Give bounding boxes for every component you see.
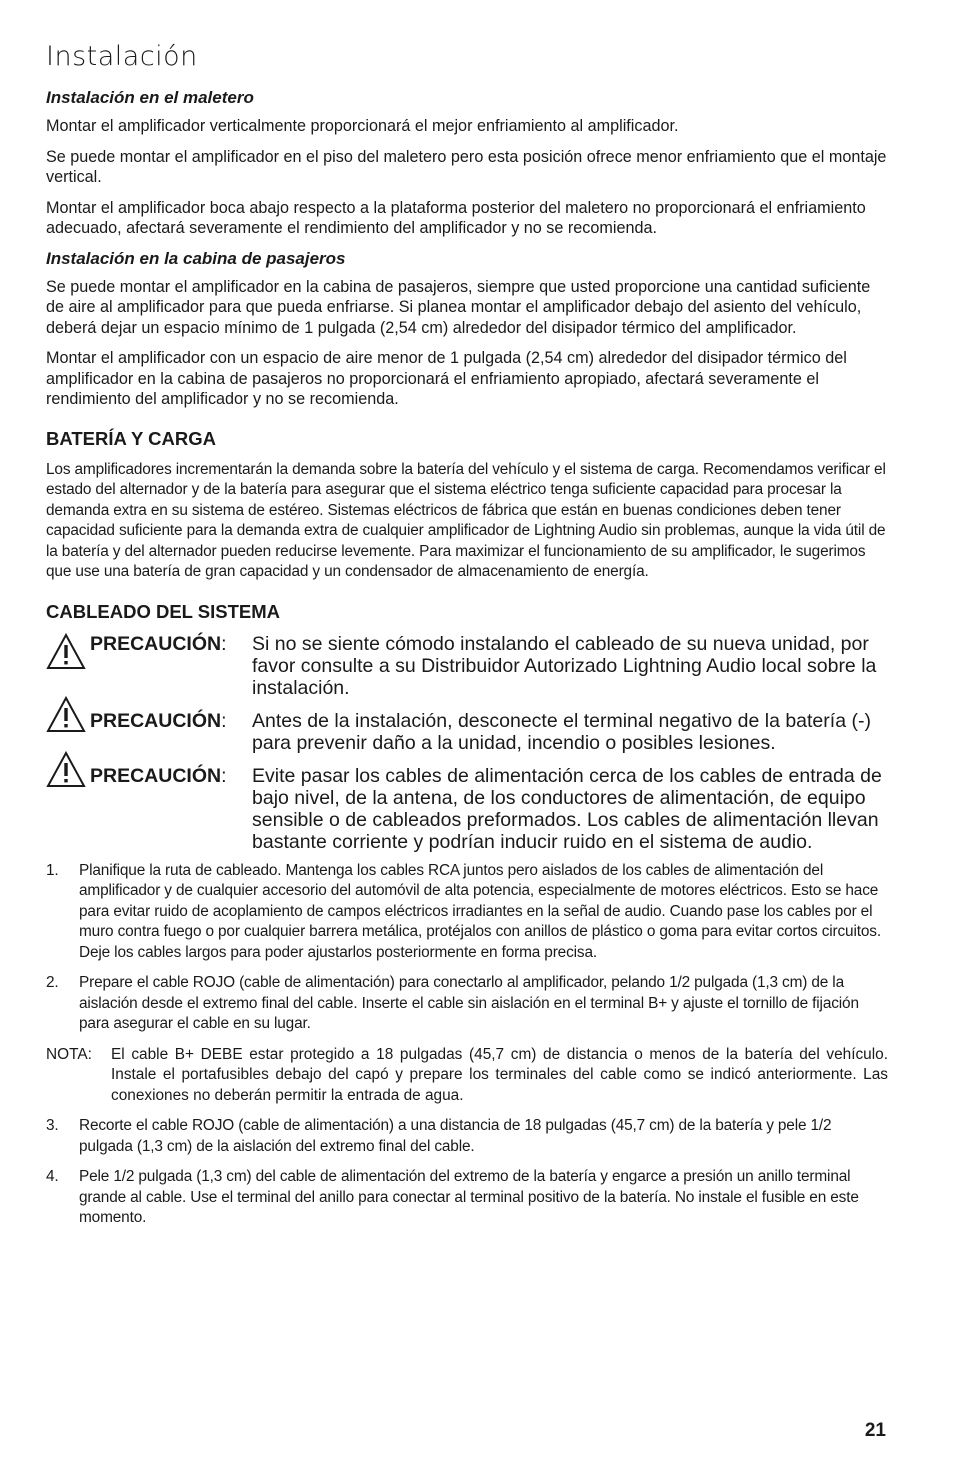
battery-paragraph: Los amplificadores incrementarán la demanda sobre la batería del vehículo y el sistema de carga. Recomendamos verificar el estado del alternador y de la batería para asegurar que el sistema eléctrico tenga suficiente capacidad para procesar la demanda extra en su sistema de estéreo. Sistemas eléctricos de fábrica que están en buenas condiciones deben tener capacidad suficiente para la demanda extra de cualquier amplificador de Lightning Audio sin problemas, aunque la vida útil de la batería y del alternador pueden reducirse levemente. Para maximizar el funcionamiento de su amplificador, le sugerimos que use una batería de gran capacidad y un condensador de almacenamiento de energía. bbox=[46, 460, 886, 580]
note-tag: NOTA: bbox=[46, 1045, 92, 1063]
warning-triangle-icon bbox=[46, 633, 86, 671]
note-block bbox=[46, 1045, 888, 1107]
note-text: El cable B+ DEBE estar protegido a 18 pulgadas (45,7 cm) de distancia o menos de la batería del vehículo. Instale el portafusibles debajo del capó y prepare los terminales del cable como se indicó anteriormente. Las conexiones no deberán permitir la entrada de agua. bbox=[111, 1045, 888, 1104]
caution-label: PRECAUCIÓN: bbox=[90, 764, 227, 787]
wiring-heading: CABLEADO DEL SISTEMA bbox=[46, 600, 281, 622]
page-title: Instalación bbox=[46, 41, 198, 72]
list-item bbox=[46, 973, 888, 1035]
caution-block bbox=[46, 765, 888, 853]
caution-label: PRECAUCIÓN: bbox=[90, 632, 227, 655]
step-text: Planifique la ruta de cableado. Mantenga los cables RCA juntos pero aislados de los cables de alimentación del amplificador y de cualquier accesorio del automóvil de alta potencia, especialmente de motores eléctricos. Esto se hace para evitar ruido de acoplamiento de campos eléctricos irradiantes en la señal de audio. Cuando pase los cables por el muro contra fuego o por cualquier barrera metálica, protéjalos con anillos de plástico o goma para evitar cortos circuitos. Deje los cables largos para poder ajustarlos posteriormente en forma precisa. bbox=[79, 861, 881, 961]
trunk-paragraph-1: Montar el amplificador verticalmente proporcionará el mejor enfriamiento al amplificador. bbox=[46, 117, 679, 135]
cabin-heading: Instalación en la cabina de pasajeros bbox=[46, 248, 346, 268]
caution-text: Si no se siente cómodo instalando el cableado de su nueva unidad, por favor consulte a su Distribuidor Autorizado Lightning Audio local sobre la instalación. bbox=[252, 632, 877, 699]
caution-label: PRECAUCIÓN: bbox=[90, 709, 227, 732]
step-text: Recorte el cable ROJO (cable de alimentación) a una distancia de 18 pulgadas (45,7 cm) de la batería y pele 1/2 pulgada (1,3 cm) de la aislación del extremo final del cable. bbox=[79, 1117, 832, 1155]
step-text: Pele 1/2 pulgada (1,3 cm) del cable de alimentación del extremo de la batería y engarce a presión un anillo terminal grande al cable. Use el terminal del anillo para conectar al terminal positivo de la batería. No instale el fusible en este momento. bbox=[79, 1168, 859, 1226]
step-text: Prepare el cable ROJO (cable de alimentación) para conectarlo al amplificador, pelando 1/2 pulgada (1,3 cm) de la aislación desde el extremo final del cable. Inserte el cable sin aislación en el terminal B+ y ajuste el tornillo de fijación para asegurar el cable en su lugar. bbox=[79, 974, 859, 1032]
wiring-steps-continued bbox=[46, 1116, 888, 1229]
caution-text: Antes de la instalación, desconecte el terminal negativo de la batería (-) para prevenir daño a la unidad, incendio o posibles lesiones. bbox=[252, 709, 871, 754]
cabin-paragraph-1: Se puede montar el amplificador en la cabina de pasajeros, siempre que usted proporcione una cantidad suficiente de aire al amplificador para que pueda enfriarse. Si planea montar el amplificador debajo del asiento del vehículo, deberá dejar un espacio mínimo de 1 pulgada (2,54 cm) alrededor del disipador térmico del amplificador. bbox=[46, 277, 871, 337]
list-item bbox=[46, 1167, 888, 1229]
caution-text: Evite pasar los cables de alimentación cerca de los cables de entrada de bajo nivel, de la antena, de los conductores de alimentación, de equipo sensible o de cableados preformados. Los cables de alimentación llevan bastante corriente y podrían inducir ruido en el sistema de audio. bbox=[252, 764, 882, 853]
manual-page bbox=[46, 40, 888, 1239]
warning-triangle-icon bbox=[46, 696, 86, 734]
battery-heading: BATERÍA Y CARGA bbox=[46, 427, 216, 449]
cabin-paragraph-2: Montar el amplificador con un espacio de aire menor de 1 pulgada (2,54 cm) alrededor del disipador térmico del amplificador en la cabina de pasajeros no proporcionará el enfriamiento apropiado, afectará severamente el rendimiento del amplificador y no se recomienda. bbox=[46, 349, 847, 408]
step-number: 2. bbox=[46, 974, 59, 991]
step-number: 1. bbox=[46, 861, 59, 879]
step-number: 3. bbox=[46, 1117, 59, 1134]
trunk-paragraph-3: Montar el amplificador boca abajo respecto a la plataforma posterior del maletero no proporcionará el enfriamiento adecuado, afectará severamente el rendimiento del amplificador y no se recomienda. bbox=[46, 198, 866, 237]
trunk-heading: Instalación en el maletero bbox=[46, 88, 254, 107]
step-number: 4. bbox=[46, 1168, 59, 1185]
list-item bbox=[46, 861, 888, 964]
wiring-steps bbox=[46, 861, 888, 1035]
warning-triangle-icon bbox=[46, 751, 86, 789]
caution-block bbox=[46, 710, 888, 754]
list-item bbox=[46, 1116, 888, 1157]
trunk-paragraph-2: Se puede montar el amplificador en el piso del maletero pero esta posición ofrece menor enfriamiento que el montaje vertical. bbox=[46, 147, 887, 186]
caution-block bbox=[46, 633, 888, 699]
page-number: 21 bbox=[864, 1420, 886, 1441]
